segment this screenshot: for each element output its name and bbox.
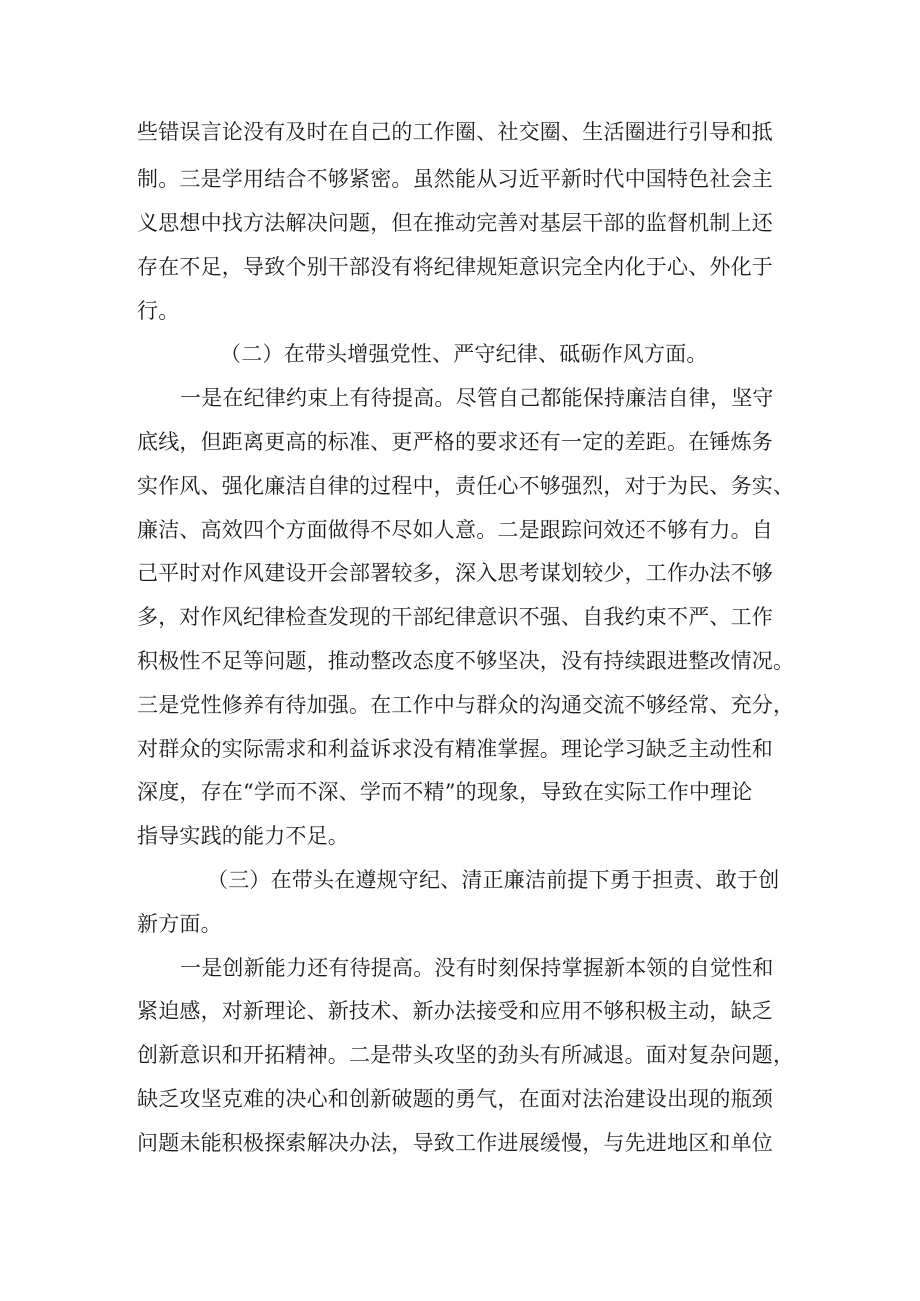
paragraph-line: 己平时对作风建设开会部署较多，深入思考谋划较少，工作办法不够	[137, 561, 773, 585]
section-heading-3-continuation: 新方面。	[137, 912, 222, 936]
paragraph-line: 实作风、强化廉洁自律的过程中，责任心不够强烈，对于为民、务实、	[137, 474, 795, 498]
paragraph-line: 一是创新能力还有待提高。没有时刻保持掌握新本领的自觉性和	[180, 956, 774, 980]
paragraph-line: 三是党性修养有待加强。在工作中与群众的沟通交流不够经常、充分，	[137, 693, 795, 717]
paragraph-line: 制。三是学用结合不够紧密。虽然能从习近平新时代中国特色社会主	[137, 167, 773, 191]
section-heading-3: （三）在带头在遵规守纪、清正廉洁前提下勇于担责、敢于创	[207, 868, 780, 892]
paragraph-line: 多，对作风纪律检查发现的干部纪律意识不强、自我约束不严、工作	[137, 605, 773, 629]
paragraph-line: 问题未能积极探索解决办法，导致工作进展缓慢，与先进地区和单位	[137, 1131, 773, 1155]
paragraph-line: 缺乏攻坚克难的决心和创新破题的勇气，在面对法治建设出现的瓶颈	[137, 1087, 773, 1111]
paragraph-line: 对群众的实际需求和利益诉求没有精准掌握。理论学习缺乏主动性和	[137, 737, 773, 761]
paragraph-line: 存在不足，导致个别干部没有将纪律规矩意识完全内化于心、外化于	[137, 255, 773, 279]
paragraph-line: 一是在纪律约束上有待提高。尽管自己都能保持廉洁自律，坚守	[180, 386, 774, 410]
paragraph-line: 紧迫感，对新理论、新技术、新办法接受和应用不够积极主动，缺乏	[137, 999, 773, 1023]
paragraph-line: 积极性不足等问题，推动整改态度不够坚决，没有持续跟进整改情况。	[137, 649, 795, 673]
paragraph-line: 指导实践的能力不足。	[137, 824, 349, 848]
paragraph-line: 创新意识和开拓精神。二是带头攻坚的劲头有所减退。面对复杂问题，	[137, 1043, 795, 1067]
paragraph-line: 行。	[137, 299, 180, 323]
paragraph-line: 义思想中找方法解决问题，但在推动完善对基层干部的监督机制上还	[137, 211, 773, 235]
paragraph-line: 廉洁、高效四个方面做得不尽如人意。二是跟踪问效还不够有力。自	[137, 518, 773, 542]
paragraph-line: 些错误言论没有及时在自己的工作圈、社交圈、生活圈进行引导和抵	[137, 120, 773, 144]
paragraph-line: 底线，但距离更高的标准、更严格的要求还有一定的差距。在锤炼务	[137, 430, 773, 454]
paragraph-line: 深度，存在“学而不深、学而不精”的现象，导致在实际工作中理论	[137, 780, 753, 804]
section-heading-2: （二）在带头增强党性、严守纪律、砥砺作风方面。	[220, 342, 708, 366]
